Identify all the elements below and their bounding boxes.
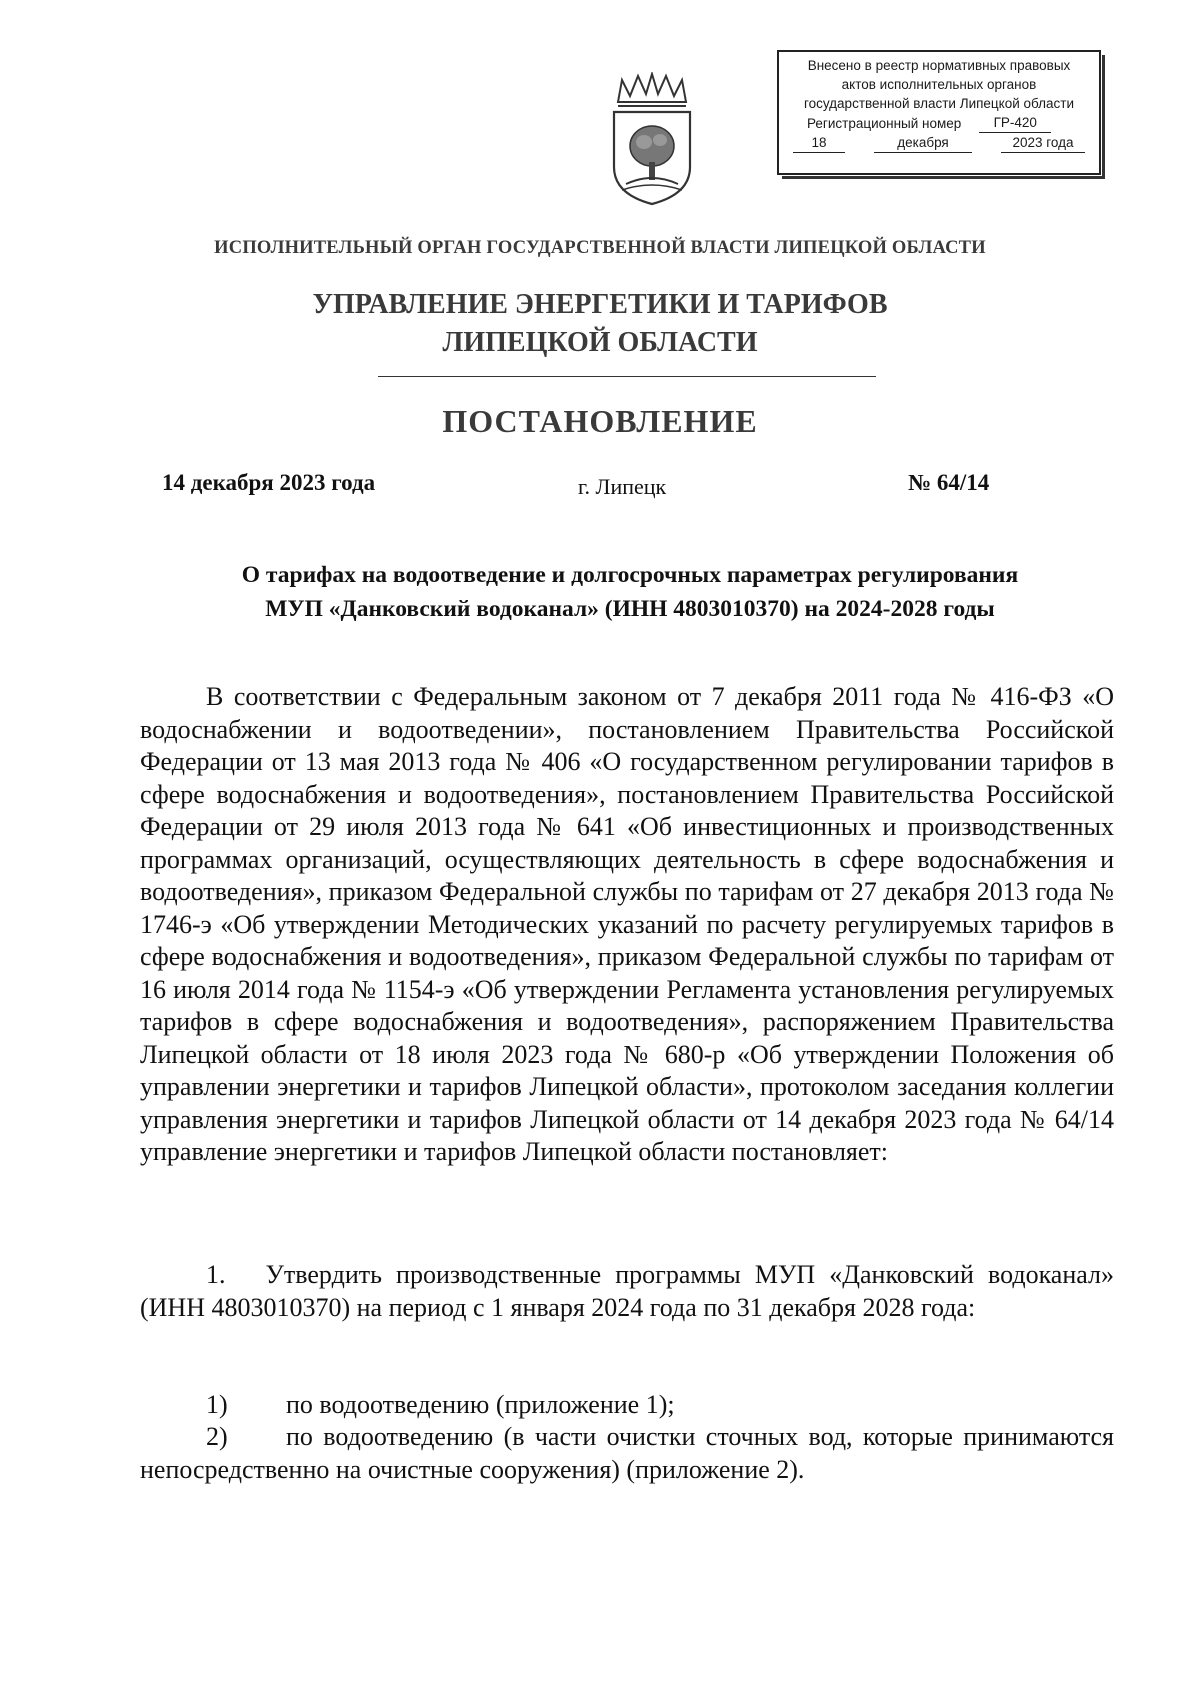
title-line-1: О тарифах на водоотведение и долгосрочных параметрах регулирования	[241, 562, 1019, 588]
subclause-1	[140, 1389, 1114, 1422]
registry-stamp	[777, 50, 1101, 175]
subclause-2	[140, 1421, 1114, 1486]
document-number: № 64/14	[908, 470, 990, 495]
department-line-1: УПРАВЛЕНИЕ ЭНЕРГЕТИКИ И ТАРИФОВ	[312, 289, 888, 320]
department-line-2: ЛИПЕЦКОЙ ОБЛАСТИ	[442, 327, 758, 358]
stamp-day: 18	[793, 133, 845, 153]
stamp-month: декабря	[874, 133, 972, 153]
clause-1-number: 1.	[206, 1260, 226, 1289]
stamp-line-3: государственной власти Липецкой области	[803, 96, 1075, 111]
clause-1	[140, 1259, 1114, 1324]
document-type: ПОСТАНОВЛЕНИЕ	[442, 403, 758, 439]
stamp-line-2: актов исполнительных органов	[841, 77, 1037, 92]
lipetsk-coat-of-arms-icon	[608, 72, 696, 210]
header-divider	[378, 376, 876, 377]
document-title	[140, 558, 1120, 626]
preamble-paragraph: В соответствии с Федеральным законом от 7 декабря 2011 года № 416-ФЗ «О водоснабжении и водоотведении», постановлением Правительства Российской Федерации от 13 мая 2013 года № 406 «О государственном регулировании тарифов в сфере водоснабжения и водоотведения», постановлением Правительства Российской Федерации от 29 июля 2013 года № 641 «Об инвестиционных и производственных программах организаций, осуществляющих деятельность в сфере водоснабжения и водоотведения», приказом Федеральной службы по тарифам от 27 декабря 2013 года № 1746-э «Об утверждении Методических указаний по расчету регулируемых тарифов в сфере водоснабжения и водоотведения», приказом Федеральной службы по тарифам от 16 июля 2014 года № 1154-э «Об утверждении Регламента установления регулируемых тарифов в сфере водоснабжения и водоотведения», распоряжением Правительства Липецкой области от 18 июля 2023 года № 680-р «Об утверждении Положения об управлении энергетики и тарифов Липецкой области», протоколом заседания коллегии управления энергетики и тарифов Липецкой области от 14 декабря 2023 года № 64/14 управление энергетики и тарифов Липецкой области постановляет:	[140, 682, 1114, 1166]
document-date: 14 декабря 2023 года	[162, 470, 376, 495]
clause-1-text: Утвердить производственные программы МУП «Данковский водоканал» (ИНН 4803010370) на период с 1 января 2024 года по 31 декабря 2028 года:	[140, 1260, 1114, 1322]
department-name	[0, 286, 1200, 362]
subclause-2-text: по водоотведению (в части очистки сточных вод, которые принимаются непосредственно на очистные сооружения) (приложение 2).	[140, 1422, 1114, 1484]
stamp-year: 2023 года	[1001, 133, 1085, 153]
subclause-2-number: 2)	[206, 1422, 228, 1451]
stamp-reg-number: ГР-420	[979, 113, 1051, 133]
stamp-line-1: Внесено в реестр нормативных правовых	[807, 58, 1071, 73]
stamp-reg-label: Регистрационный номер	[807, 116, 962, 131]
document-city: г. Липецк	[578, 474, 667, 499]
authority-name: ИСПОЛНИТЕЛЬНЫЙ ОРГАН ГОСУДАРСТВЕННОЙ ВЛАСТИ ЛИПЕЦКОЙ ОБЛАСТИ	[214, 238, 986, 258]
title-line-2: МУП «Данковский водоканал» (ИНН 4803010370) на 2024-2028 годы	[265, 596, 995, 622]
subclause-1-text: по водоотведению (приложение 1);	[286, 1390, 675, 1419]
subclause-1-number: 1)	[206, 1390, 228, 1419]
